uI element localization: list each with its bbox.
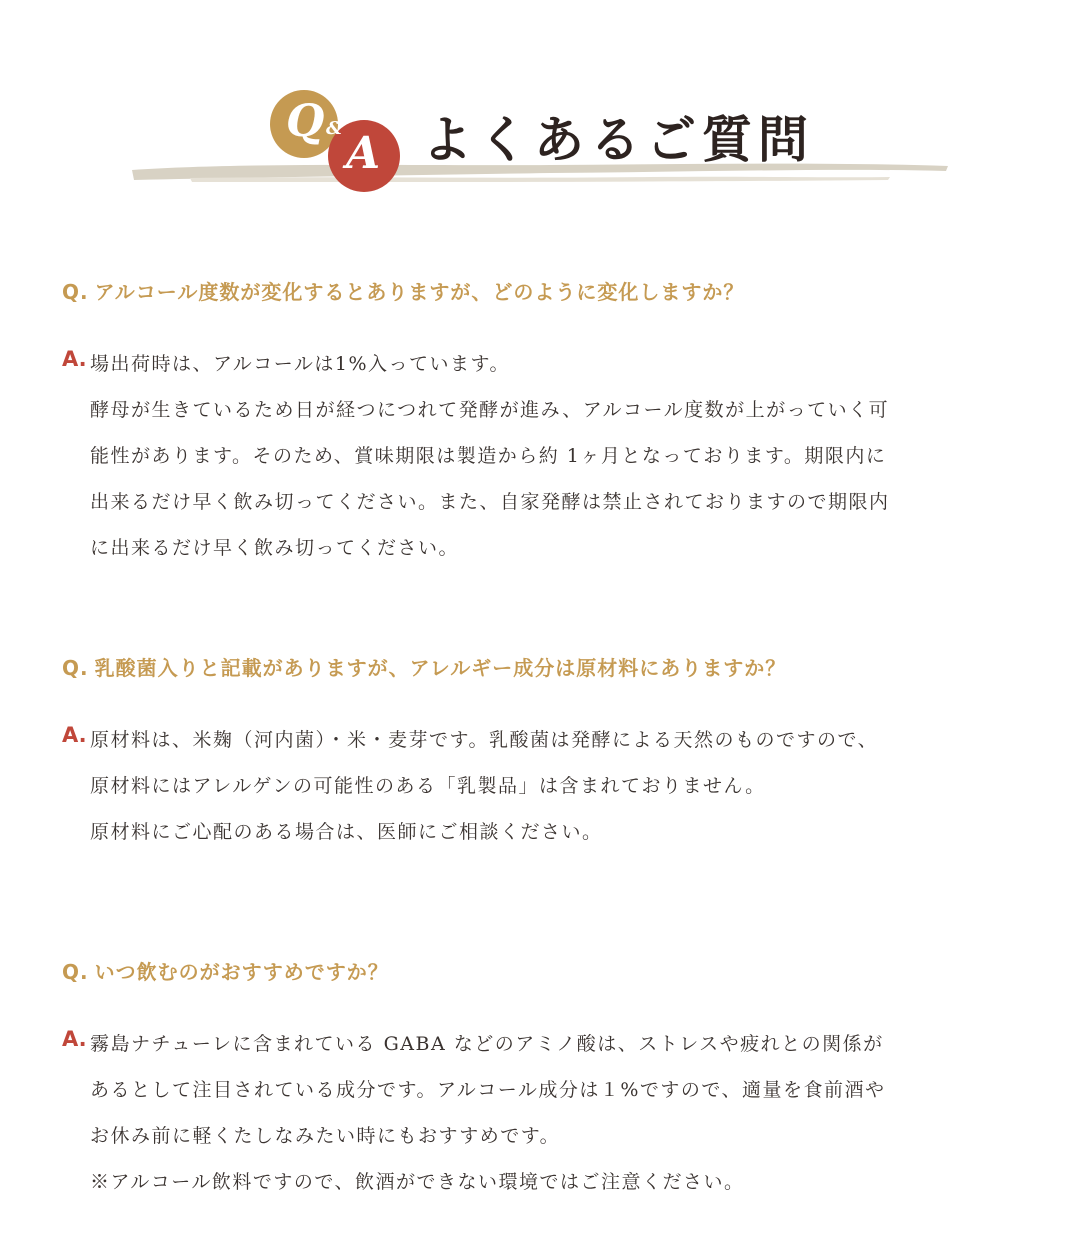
answer-line: 出来るだけ早く飲み切ってください。また、自家発酵は禁止されておりますので期限内 (90, 491, 890, 513)
a-badge-letter: A (346, 128, 381, 179)
answer-line: ※アルコール飲料ですので、飲酒ができない環境ではご注意ください。 (90, 1171, 745, 1193)
question-mark-label: Q. (62, 280, 89, 304)
answer-line: に出来るだけ早く飲み切ってください。 (90, 537, 460, 559)
faq-answer (62, 1021, 1042, 1205)
answer-line: 場出荷時は、アルコールは1%入っています。 (90, 353, 510, 375)
faq-header (0, 70, 1080, 200)
answer-line: 霧島ナチューレに含まれている GABA などのアミノ酸は、ストレスや疲れとの関係が (90, 1033, 884, 1055)
question-text: いつ飲むのがおすすめですか？ (94, 960, 389, 984)
faq-answer (62, 717, 1042, 855)
answer-line: 原材料にご心配のある場合は、医師にご相談ください。 (90, 821, 603, 843)
q-badge-letter: Q (286, 96, 325, 147)
faq-item (62, 276, 1042, 571)
answer-line: 原材料にはアレルゲンの可能性のある「乳製品」は含まれておりません。 (90, 775, 766, 797)
answer-line: 能性があります。そのため、賞味期限は製造から約 1ヶ月となっております。期限内に (90, 445, 887, 467)
faq-question (62, 956, 1042, 985)
question-mark-label: Q. (62, 960, 89, 984)
question-text: 乳酸菌入りと記載がありますが、アレルギー成分は原材料にありますか？ (94, 656, 787, 680)
faq-item (62, 956, 1042, 1205)
answer-mark-label: A. (62, 723, 87, 747)
badge-ampersand: & (326, 118, 343, 139)
faq-answer (62, 341, 1042, 571)
question-mark-label: Q. (62, 656, 89, 680)
answer-mark-label: A. (62, 347, 87, 371)
faq-item (62, 652, 1042, 855)
faq-question (62, 276, 1042, 305)
faq-question (62, 652, 1042, 681)
page-title: よくあるご質問 (422, 110, 814, 169)
answer-line: 原材料は、米麹（河内菌）・米・麦芽です。乳酸菌は発酵による天然のものですので、 (90, 729, 879, 751)
answer-mark-label: A. (62, 1027, 87, 1051)
answer-line: 酵母が生きているため日が経つにつれて発酵が進み、アルコール度数が上がっていく可 (90, 399, 890, 421)
answer-line: あるとして注目されている成分です。アルコール成分は１%ですので、適量を食前酒や (90, 1079, 886, 1101)
answer-line: お休み前に軽くたしなみたい時にもおすすめです。 (90, 1125, 561, 1147)
question-text: アルコール度数が変化するとありますが、どのように変化しますか？ (94, 280, 745, 304)
